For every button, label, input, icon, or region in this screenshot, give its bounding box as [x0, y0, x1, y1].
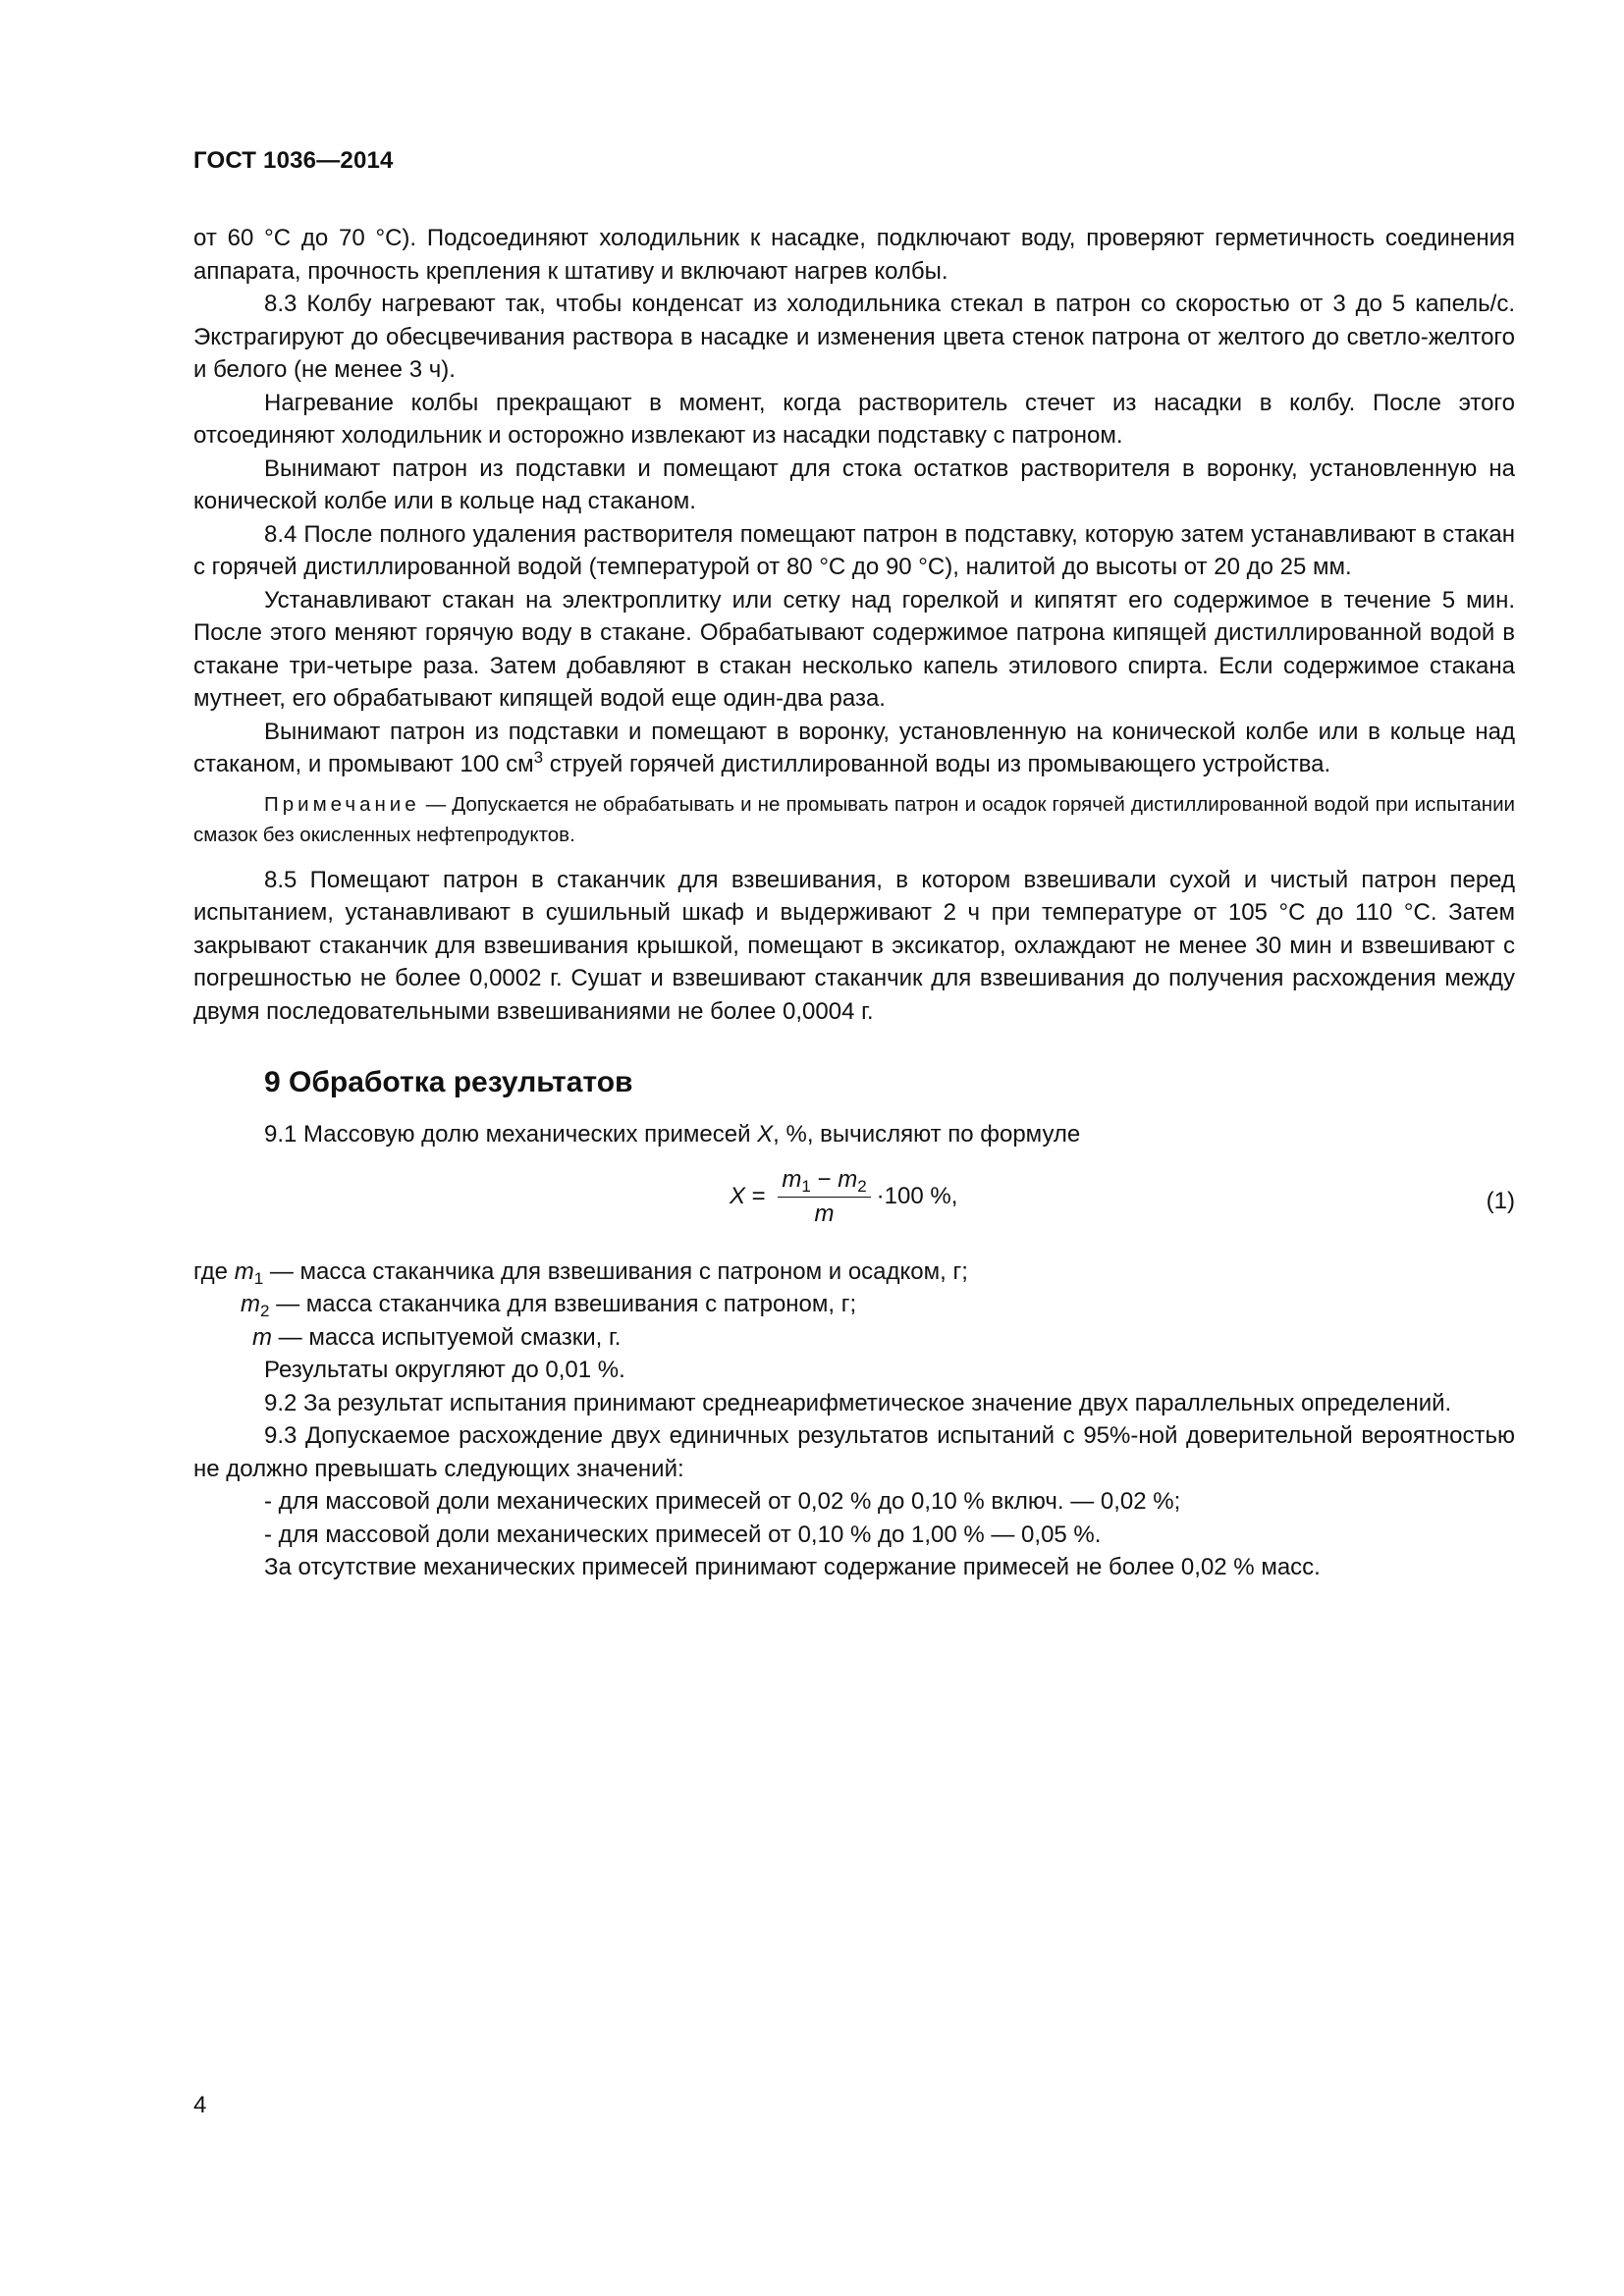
paragraph-8-5: 8.5 Помещают патрон в стаканчик для взвешивания, в котором взвешивали сухой и чистый патрон перед испытанием, устанавливают в сушильный шкаф и выдерживают 2 ч при температуре от 105 °С до 110 °С. Затем закрывают стаканчик для взвешивания крышкой, помещают в эксикатор, охлаждают не менее 30 мин и взвешивают с погрешностью не более 0,0002 г. Сушат и взвешивают стаканчик для взвешивания до получения расхождения между двумя последовательными взвешиваниями не более 0,0004 г.: [193, 866, 1515, 1025]
numerator-m2: m: [838, 1165, 858, 1193]
definition-text: — масса стаканчика для взвешивания с патроном и осадком, г;: [263, 1257, 968, 1285]
definition-prefix: где: [193, 1257, 235, 1285]
paragraph-rounding: Результаты округляют до 0,01 %.: [264, 1357, 625, 1383]
paragraph-9-1: [193, 1118, 1515, 1151]
definition-m: [193, 1321, 1515, 1355]
formula-1: [193, 1163, 1515, 1242]
rinse-superscript: 3: [533, 748, 544, 767]
document-header: ГОСТ 1036—2014: [193, 147, 394, 174]
paragraph-8-3: 8.3 Колбу нагревают так, чтобы конденсат из холодильника стекал в патрон со скоростью от 3 до 5 капель/с. Экстрагируют до обесцвечивания раствора в насадке и изменения цвета стенок патрона от желтого до светло-желтого и белого (не менее 3 ч).: [193, 291, 1515, 383]
list-item: - для массовой доли механических примесей от 0,02 % до 0,10 % включ. — 0,02 %;: [264, 1488, 1181, 1515]
rinse-text-after: струей горячей дистиллированной воды из промывающего устройства.: [543, 751, 1331, 777]
page-body: [193, 222, 1515, 1584]
paragraph-9-3: 9.3 Допускаемое расхождение двух единичных результатов испытаний с 95%-ной доверительной вероятностью не должно превышать следующих значений:: [193, 1422, 1515, 1482]
denominator-m: m: [814, 1200, 835, 1227]
definition-subscript: 1: [253, 1268, 264, 1288]
p91-after: , %, вычисляют по формуле: [773, 1121, 1081, 1148]
paragraph-rinse: [193, 716, 1515, 781]
list-item: - для массовой доли механических примесей от 0,10 % до 1,00 % — 0,05 %.: [264, 1521, 1102, 1548]
paragraph-final: За отсутствие механических примесей принимают содержание примесей не более 0,02 % масс.: [264, 1554, 1321, 1580]
formula-denominator: [815, 1198, 835, 1229]
page-number: 4: [193, 2092, 207, 2118]
definition-text: — масса испытуемой смазки, г.: [272, 1323, 622, 1351]
paragraph-8-4: 8.4 После полного удаления растворителя помещают патрон в подставку, которую затем устанавливают в стакан с горячей дистиллированной водой (температурой от 80 °С до 90 °С), налитой до высоты от 20 до 25 мм.: [193, 520, 1515, 580]
formula-fraction: [778, 1165, 870, 1229]
p91-before: 9.1 Массовую долю механических примесей: [264, 1121, 758, 1148]
formula-number: (1): [1486, 1187, 1515, 1214]
numerator-m1-sub: 1: [801, 1176, 811, 1196]
paragraph-cartridge-drain: Вынимают патрон из подставки и помещают для стока остатков растворителя в воронку, установленную на конической колбе или в кольце над стаканом.: [193, 454, 1515, 514]
numerator-minus: −: [810, 1165, 839, 1193]
definition-symbol: m: [241, 1291, 260, 1317]
definition-symbol: m: [252, 1323, 272, 1351]
note-label: Примечание: [264, 792, 420, 816]
formula-expression: [730, 1165, 957, 1229]
paragraph-heating-stop: Нагревание колбы прекращают в момент, когда растворитель стечет из насадки в колбу. После этого отсоединяют холодильник и осторожно извлекают из насадки подставку с патроном.: [193, 389, 1515, 449]
paragraph-continuation: от 60 °С до 70 °С). Подсоединяют холодильник к насадке, подключают воду, проверяют герметичность соединения аппарата, прочность крепления к штативу и включают нагрев колбы.: [193, 225, 1515, 285]
definition-text: — масса стаканчика для взвешивания с патроном, г;: [269, 1291, 857, 1317]
definition-symbol: m: [234, 1257, 254, 1285]
rinse-text-before: Вынимают патрон из подставки и помещают в воронку, установленную на конической колбе или в кольце над стаканом, и промывают 100 см: [193, 718, 1515, 777]
section-heading-9: 9 Обработка результатов: [264, 1066, 633, 1098]
paragraph-boiling: Устанавливают стакан на электроплитку или сетку над горелкой и кипятят его содержимое в течение 5 мин. После этого меняют горячую воду в стакане. Обрабатывают содержимое патрона кипящей дистиллированной водой в стакане три-четыре раза. Затем добавляют в стакан несколько капель этилового спирта. Если содержимое стакана мутнеет, его обрабатывают кипящей водой еще один-два раза.: [193, 586, 1515, 712]
definition-m2: [193, 1288, 1515, 1321]
numerator-m1: m: [782, 1165, 802, 1193]
numerator-m2-sub: 2: [857, 1176, 867, 1196]
formula-rhs: ·100 %,: [876, 1183, 958, 1210]
formula-equals: =: [745, 1183, 773, 1210]
note-text: — Допускается не обрабатывать и не промывать патрон и осадок горячей дистиллированной водой при испытании смазок без окисленных нефтепродуктов.: [193, 792, 1515, 846]
definition-m1: [193, 1255, 1515, 1289]
paragraph-9-2: 9.2 За результат испытания принимают среднеарифметическое значение двух параллельных определений.: [264, 1389, 1452, 1416]
formula-lhs: X: [730, 1183, 746, 1210]
p91-variable: X: [757, 1121, 774, 1148]
note: [193, 789, 1515, 850]
definition-subscript: 2: [260, 1302, 270, 1320]
formula-numerator: [778, 1165, 870, 1198]
